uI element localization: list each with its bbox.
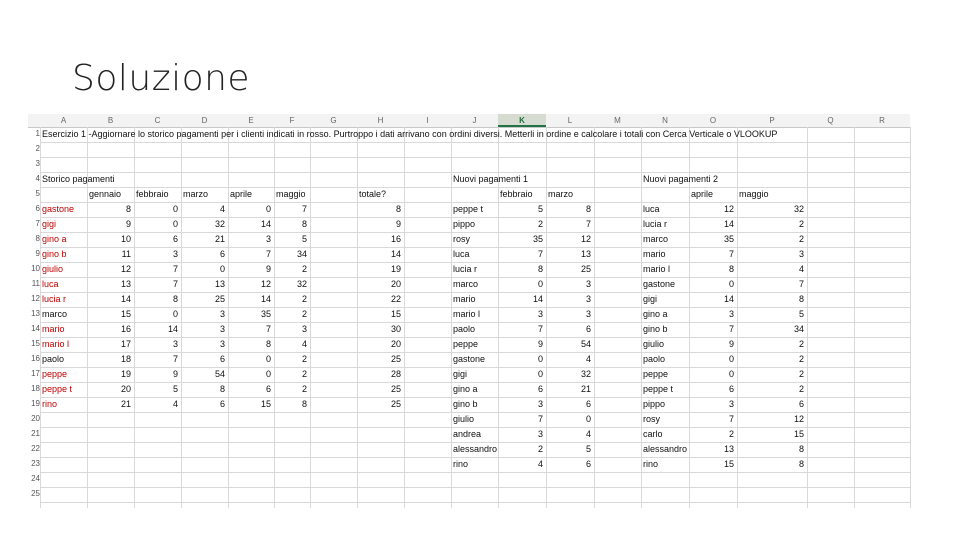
nuovi1-value[interactable]: 14 bbox=[532, 294, 543, 304]
storico-value[interactable]: 2 bbox=[301, 369, 307, 379]
column-header-k[interactable]: K bbox=[519, 116, 525, 125]
nuovi1-value[interactable]: 0 bbox=[537, 279, 543, 289]
slide-title: Soluzione bbox=[72, 58, 251, 99]
nuovi2-value[interactable]: 0 bbox=[728, 354, 734, 364]
storico-value[interactable]: 8 bbox=[125, 204, 131, 214]
storico-value[interactable]: 12 bbox=[120, 264, 131, 274]
storico-total[interactable]: 8 bbox=[395, 204, 401, 214]
nuovi1-value[interactable]: 4 bbox=[585, 354, 591, 364]
storico-value[interactable]: 14 bbox=[260, 294, 271, 304]
nuovi2-value[interactable]: 2 bbox=[798, 384, 804, 394]
storico-value[interactable]: 0 bbox=[172, 309, 178, 319]
nuovi1-value[interactable]: 0 bbox=[537, 354, 543, 364]
nuovi1-client-name[interactable]: luca bbox=[453, 249, 470, 259]
storico-value[interactable]: 2 bbox=[301, 354, 307, 364]
storico-total[interactable]: 25 bbox=[390, 384, 401, 394]
nuovi1-value[interactable]: 3 bbox=[537, 309, 543, 319]
storico-value[interactable]: 3 bbox=[172, 339, 178, 349]
row-header[interactable]: 18 bbox=[31, 384, 40, 393]
nuovi2-value[interactable]: 7 bbox=[728, 249, 734, 259]
column-header-c[interactable]: C bbox=[154, 116, 161, 125]
row-header[interactable]: 2 bbox=[35, 144, 40, 153]
nuovi2-client-name[interactable]: carlo bbox=[643, 429, 663, 439]
column-header-a[interactable]: A bbox=[60, 116, 67, 125]
nuovi1-client-name[interactable]: alessandro bbox=[453, 444, 498, 454]
storico-header[interactable]: gennaio bbox=[89, 189, 122, 199]
nuovi2-header[interactable]: aprile bbox=[691, 189, 714, 199]
row-header[interactable]: 1 bbox=[35, 129, 40, 138]
column-header-j[interactable]: J bbox=[472, 116, 477, 125]
column-gridline bbox=[594, 127, 595, 508]
storico-value[interactable]: 0 bbox=[265, 204, 271, 214]
nuovi1-value[interactable]: 5 bbox=[537, 204, 543, 214]
storico-total[interactable]: 15 bbox=[390, 309, 401, 319]
nuovi2-value[interactable]: 0 bbox=[728, 279, 734, 289]
row-gridline bbox=[40, 142, 910, 143]
nuovi2-value[interactable]: 2 bbox=[798, 219, 804, 229]
nuovi2-value[interactable]: 8 bbox=[798, 294, 804, 304]
nuovi2-client-name[interactable]: mario l bbox=[643, 264, 671, 274]
storico-total[interactable]: 22 bbox=[390, 294, 401, 304]
storico-value[interactable]: 9 bbox=[265, 264, 271, 274]
storico-value[interactable]: 3 bbox=[301, 324, 307, 334]
column-header-l[interactable]: L bbox=[567, 116, 573, 125]
nuovi2-value[interactable]: 5 bbox=[798, 309, 804, 319]
nuovi1-client-name[interactable]: pippo bbox=[453, 219, 476, 229]
nuovi2-client-name[interactable]: rino bbox=[643, 459, 659, 469]
nuovi2-value[interactable]: 32 bbox=[793, 204, 804, 214]
column-gridline bbox=[181, 127, 182, 508]
storico-value[interactable]: 5 bbox=[301, 234, 307, 244]
storico-value[interactable]: 19 bbox=[120, 369, 131, 379]
nuovi1-value[interactable]: 2 bbox=[537, 219, 543, 229]
storico-value[interactable]: 12 bbox=[260, 279, 271, 289]
nuovi1-value[interactable]: 3 bbox=[585, 309, 591, 319]
storico-total[interactable]: 30 bbox=[390, 324, 401, 334]
nuovi2-value[interactable]: 15 bbox=[723, 459, 734, 469]
nuovi2-value[interactable]: 34 bbox=[793, 324, 804, 334]
row-header[interactable]: 25 bbox=[31, 489, 40, 498]
nuovi1-client-name[interactable]: peppe bbox=[453, 339, 479, 349]
nuovi2-heading[interactable]: Nuovi pagamenti 2 bbox=[643, 174, 719, 184]
storico-value[interactable]: 2 bbox=[301, 294, 307, 304]
nuovi1-value[interactable]: 25 bbox=[580, 264, 591, 274]
storico-value[interactable]: 25 bbox=[214, 294, 225, 304]
storico-value[interactable]: 16 bbox=[120, 324, 131, 334]
storico-client-name[interactable]: mario l bbox=[42, 339, 70, 349]
column-gridline bbox=[546, 127, 547, 508]
storico-value[interactable]: 0 bbox=[219, 264, 225, 274]
nuovi2-value[interactable]: 7 bbox=[728, 414, 734, 424]
storico-total[interactable]: 14 bbox=[390, 249, 401, 259]
storico-value[interactable]: 54 bbox=[214, 369, 225, 379]
storico-value[interactable]: 9 bbox=[125, 219, 131, 229]
nuovi1-client-name[interactable]: rosy bbox=[453, 234, 471, 244]
row-header[interactable]: 6 bbox=[35, 204, 40, 213]
nuovi1-client-name[interactable]: peppe t bbox=[453, 204, 484, 214]
storico-value[interactable]: 32 bbox=[214, 219, 225, 229]
nuovi2-value[interactable]: 8 bbox=[728, 264, 734, 274]
nuovi2-value[interactable]: 12 bbox=[793, 414, 804, 424]
storico-value[interactable]: 34 bbox=[296, 249, 307, 259]
storico-value[interactable]: 2 bbox=[301, 264, 307, 274]
storico-value[interactable]: 20 bbox=[120, 384, 131, 394]
storico-value[interactable]: 0 bbox=[265, 369, 271, 379]
column-gridline bbox=[807, 127, 808, 508]
storico-value[interactable]: 3 bbox=[265, 234, 271, 244]
column-header-p[interactable]: P bbox=[769, 116, 775, 125]
storico-value[interactable]: 6 bbox=[219, 354, 225, 364]
nuovi2-value[interactable]: 14 bbox=[723, 219, 734, 229]
nuovi2-client-name[interactable]: lucia r bbox=[643, 219, 668, 229]
row-header[interactable]: 20 bbox=[31, 414, 40, 423]
nuovi2-value[interactable]: 13 bbox=[723, 444, 734, 454]
nuovi2-client-name[interactable]: peppe t bbox=[643, 384, 674, 394]
storico-value[interactable]: 3 bbox=[172, 249, 178, 259]
row-header[interactable]: 9 bbox=[35, 249, 40, 258]
row-header[interactable]: 3 bbox=[35, 159, 40, 168]
storico-header[interactable]: marzo bbox=[183, 189, 209, 199]
storico-total[interactable]: 28 bbox=[390, 369, 401, 379]
storico-client-name[interactable]: giulio bbox=[42, 264, 64, 274]
nuovi2-value[interactable]: 2 bbox=[728, 429, 734, 439]
nuovi1-value[interactable]: 12 bbox=[580, 234, 591, 244]
nuovi2-value[interactable]: 2 bbox=[798, 369, 804, 379]
nuovi1-client-name[interactable]: andrea bbox=[453, 429, 482, 439]
storico-client-name[interactable]: gastone bbox=[42, 204, 75, 214]
column-header-f[interactable]: F bbox=[289, 116, 295, 125]
column-gridline bbox=[310, 127, 311, 508]
nuovi1-value[interactable]: 35 bbox=[532, 234, 543, 244]
nuovi1-value[interactable]: 54 bbox=[580, 339, 591, 349]
nuovi1-value[interactable]: 6 bbox=[537, 384, 543, 394]
nuovi2-client-name[interactable]: pippo bbox=[643, 399, 666, 409]
storico-value[interactable]: 7 bbox=[172, 279, 178, 289]
storico-value[interactable]: 4 bbox=[301, 339, 307, 349]
row-header[interactable]: 19 bbox=[31, 399, 40, 408]
column-header-q[interactable]: Q bbox=[827, 116, 834, 125]
storico-value[interactable]: 5 bbox=[172, 384, 178, 394]
nuovi2-value[interactable]: 3 bbox=[728, 309, 734, 319]
storico-value[interactable]: 13 bbox=[214, 279, 225, 289]
storico-value[interactable]: 21 bbox=[214, 234, 225, 244]
storico-client-name[interactable]: luca bbox=[42, 279, 59, 289]
nuovi2-value[interactable]: 7 bbox=[728, 324, 734, 334]
nuovi1-value[interactable]: 7 bbox=[537, 324, 543, 334]
storico-header[interactable]: maggio bbox=[276, 189, 306, 199]
nuovi2-client-name[interactable]: marco bbox=[643, 234, 669, 244]
nuovi1-value[interactable]: 0 bbox=[537, 369, 543, 379]
nuovi1-client-name[interactable]: gigi bbox=[453, 369, 468, 379]
nuovi2-client-name[interactable]: gino a bbox=[643, 309, 668, 319]
column-header-o[interactable]: O bbox=[709, 116, 717, 125]
storico-value[interactable]: 6 bbox=[219, 249, 225, 259]
storico-value[interactable]: 9 bbox=[172, 369, 178, 379]
storico-total[interactable]: 20 bbox=[390, 339, 401, 349]
storico-value[interactable]: 8 bbox=[301, 219, 307, 229]
nuovi2-value[interactable]: 6 bbox=[728, 384, 734, 394]
storico-value[interactable]: 7 bbox=[172, 354, 178, 364]
storico-value[interactable]: 4 bbox=[219, 204, 225, 214]
column-gridline bbox=[854, 127, 855, 508]
storico-client-name[interactable]: paolo bbox=[42, 354, 65, 364]
storico-client-name[interactable]: lucia r bbox=[42, 294, 67, 304]
nuovi2-client-name[interactable]: gino b bbox=[643, 324, 668, 334]
nuovi2-value[interactable]: 7 bbox=[798, 279, 804, 289]
nuovi2-value[interactable]: 9 bbox=[728, 339, 734, 349]
row-header[interactable]: 24 bbox=[31, 474, 40, 483]
storico-value[interactable]: 0 bbox=[172, 204, 178, 214]
storico-total[interactable]: 25 bbox=[390, 354, 401, 364]
nuovi2-value[interactable]: 3 bbox=[728, 399, 734, 409]
nuovi2-client-name[interactable]: gastone bbox=[643, 279, 676, 289]
row-header[interactable]: 4 bbox=[35, 174, 40, 183]
row-header[interactable]: 8 bbox=[35, 234, 40, 243]
storico-total[interactable]: 9 bbox=[395, 219, 401, 229]
column-header-e[interactable]: E bbox=[248, 116, 254, 125]
column-header-b[interactable]: B bbox=[107, 116, 114, 125]
storico-client-name[interactable]: peppe bbox=[42, 369, 68, 379]
nuovi1-value[interactable]: 7 bbox=[537, 249, 543, 259]
spreadsheet-grid[interactable] bbox=[28, 114, 910, 508]
storico-value[interactable]: 3 bbox=[219, 309, 225, 319]
storico-value[interactable]: 21 bbox=[120, 399, 131, 409]
nuovi1-client-name[interactable]: paolo bbox=[453, 324, 476, 334]
nuovi2-value[interactable]: 6 bbox=[798, 399, 804, 409]
nuovi1-client-name[interactable]: lucia r bbox=[453, 264, 478, 274]
row-header[interactable]: 14 bbox=[31, 324, 40, 333]
row-header[interactable]: 15 bbox=[31, 339, 40, 348]
nuovi1-value[interactable]: 4 bbox=[585, 429, 591, 439]
nuovi2-client-name[interactable]: peppe bbox=[643, 369, 669, 379]
nuovi1-client-name[interactable]: mario l bbox=[453, 309, 481, 319]
storico-value[interactable]: 0 bbox=[172, 219, 178, 229]
nuovi1-value[interactable]: 3 bbox=[585, 294, 591, 304]
nuovi2-value[interactable]: 2 bbox=[798, 354, 804, 364]
storico-value[interactable]: 18 bbox=[120, 354, 131, 364]
storico-value[interactable]: 7 bbox=[172, 264, 178, 274]
row-header[interactable]: 5 bbox=[35, 189, 40, 198]
row-header[interactable]: 11 bbox=[31, 279, 40, 288]
storico-client-name[interactable]: marco bbox=[42, 309, 68, 319]
nuovi1-value[interactable]: 6 bbox=[585, 324, 591, 334]
column-header-h[interactable]: H bbox=[377, 116, 384, 125]
storico-client-name[interactable]: rino bbox=[42, 399, 58, 409]
storico-value[interactable]: 8 bbox=[172, 294, 178, 304]
storico-value[interactable]: 14 bbox=[167, 324, 178, 334]
nuovi2-client-name[interactable]: mario bbox=[643, 249, 666, 259]
nuovi2-value[interactable]: 12 bbox=[723, 204, 734, 214]
nuovi1-value[interactable]: 8 bbox=[585, 204, 591, 214]
column-header-d[interactable]: D bbox=[201, 116, 208, 125]
storico-client-name[interactable]: mario bbox=[42, 324, 65, 334]
nuovi2-value[interactable]: 8 bbox=[798, 444, 804, 454]
storico-value[interactable]: 8 bbox=[301, 399, 307, 409]
storico-client-name[interactable]: gino a bbox=[42, 234, 67, 244]
nuovi1-value[interactable]: 13 bbox=[580, 249, 591, 259]
nuovi1-client-name[interactable]: rino bbox=[453, 459, 469, 469]
nuovi1-value[interactable]: 5 bbox=[585, 444, 591, 454]
column-gridline bbox=[641, 127, 642, 508]
nuovi2-client-name[interactable]: gigi bbox=[643, 294, 658, 304]
row-header[interactable]: 10 bbox=[31, 264, 40, 273]
row-header[interactable]: 16 bbox=[31, 354, 40, 363]
storico-client-name[interactable]: gino b bbox=[42, 249, 67, 259]
storico-total[interactable]: 19 bbox=[390, 264, 401, 274]
row-header[interactable]: 21 bbox=[31, 429, 40, 438]
storico-value[interactable]: 13 bbox=[120, 279, 131, 289]
nuovi2-value[interactable]: 0 bbox=[728, 369, 734, 379]
column-gridline bbox=[910, 127, 911, 508]
nuovi2-value[interactable]: 2 bbox=[798, 339, 804, 349]
storico-value[interactable]: 6 bbox=[265, 384, 271, 394]
column-gridline bbox=[404, 127, 405, 508]
nuovi1-value[interactable]: 7 bbox=[537, 414, 543, 424]
storico-value[interactable]: 14 bbox=[120, 294, 131, 304]
column-header-r[interactable]: R bbox=[879, 116, 885, 125]
nuovi2-client-name[interactable]: paolo bbox=[643, 354, 666, 364]
nuovi2-value[interactable]: 15 bbox=[793, 429, 804, 439]
nuovi2-value[interactable]: 14 bbox=[723, 294, 734, 304]
storico-value[interactable]: 15 bbox=[120, 309, 131, 319]
nuovi1-value[interactable]: 3 bbox=[537, 429, 543, 439]
nuovi1-header[interactable]: febbraio bbox=[500, 189, 533, 199]
nuovi2-client-name[interactable]: luca bbox=[643, 204, 660, 214]
storico-total[interactable]: 25 bbox=[390, 399, 401, 409]
nuovi1-client-name[interactable]: giulio bbox=[453, 414, 475, 424]
storico-value[interactable]: 15 bbox=[260, 399, 271, 409]
nuovi1-header[interactable]: marzo bbox=[548, 189, 574, 199]
nuovi1-value[interactable]: 9 bbox=[537, 339, 543, 349]
storico-value[interactable]: 8 bbox=[219, 384, 225, 394]
storico-value[interactable]: 7 bbox=[301, 204, 307, 214]
storico-value[interactable]: 2 bbox=[301, 309, 307, 319]
storico-total[interactable]: 20 bbox=[390, 279, 401, 289]
storico-header[interactable]: aprile bbox=[230, 189, 253, 199]
nuovi1-client-name[interactable]: gino a bbox=[453, 384, 478, 394]
row-header[interactable]: 12 bbox=[31, 294, 40, 303]
storico-value[interactable]: 35 bbox=[260, 309, 271, 319]
nuovi1-value[interactable]: 4 bbox=[537, 459, 543, 469]
storico-value[interactable]: 6 bbox=[219, 399, 225, 409]
row-header[interactable]: 22 bbox=[31, 444, 40, 453]
storico-value[interactable]: 6 bbox=[172, 234, 178, 244]
storico-value[interactable]: 17 bbox=[120, 339, 131, 349]
nuovi2-value[interactable]: 4 bbox=[798, 264, 804, 274]
column-gridline bbox=[274, 127, 275, 508]
storico-value[interactable]: 8 bbox=[265, 339, 271, 349]
nuovi1-value[interactable]: 21 bbox=[580, 384, 591, 394]
nuovi1-value[interactable]: 7 bbox=[585, 219, 591, 229]
nuovi1-value[interactable]: 2 bbox=[537, 444, 543, 454]
nuovi1-value[interactable]: 0 bbox=[585, 414, 591, 424]
exercise-instructions[interactable]: Esercizio 1 -Aggiornare lo storico pagamenti per i clienti indicati in rosso. Purtroppo i dati arrivano con ordini diversi. Metterli in ordine e calcolare i totali con Cerca Verticale o VLOOKUP bbox=[42, 129, 778, 139]
nuovi2-value[interactable]: 8 bbox=[798, 459, 804, 469]
nuovi2-client-name[interactable]: giulio bbox=[643, 339, 665, 349]
storico-total[interactable]: 16 bbox=[390, 234, 401, 244]
storico-value[interactable]: 4 bbox=[172, 399, 178, 409]
nuovi1-value[interactable]: 6 bbox=[585, 459, 591, 469]
nuovi1-value[interactable]: 3 bbox=[585, 279, 591, 289]
column-header-m[interactable]: M bbox=[614, 116, 621, 125]
row-header[interactable]: 23 bbox=[31, 459, 40, 468]
storico-value[interactable]: 7 bbox=[265, 249, 271, 259]
storico-value[interactable]: 11 bbox=[121, 249, 131, 259]
nuovi2-value[interactable]: 3 bbox=[798, 249, 804, 259]
column-gridline bbox=[737, 127, 738, 508]
column-header-n[interactable]: N bbox=[662, 116, 668, 125]
row-header[interactable]: 7 bbox=[35, 219, 40, 228]
column-gridline bbox=[134, 127, 135, 508]
column-gridline bbox=[451, 127, 452, 508]
storico-value[interactable]: 3 bbox=[219, 339, 225, 349]
row-gridline bbox=[40, 502, 910, 503]
storico-total-header[interactable]: totale? bbox=[359, 189, 387, 199]
nuovi2-value[interactable]: 35 bbox=[723, 234, 734, 244]
row-gridline bbox=[40, 487, 910, 488]
nuovi1-heading[interactable]: Nuovi pagamenti 1 bbox=[453, 174, 529, 184]
storico-value[interactable]: 32 bbox=[296, 279, 307, 289]
nuovi2-value[interactable]: 2 bbox=[798, 234, 804, 244]
storico-value[interactable]: 10 bbox=[120, 234, 131, 244]
storico-client-name[interactable]: peppe t bbox=[42, 384, 73, 394]
nuovi1-client-name[interactable]: gastone bbox=[453, 354, 486, 364]
nuovi1-client-name[interactable]: marco bbox=[453, 279, 479, 289]
nuovi2-client-name[interactable]: alessandro bbox=[643, 444, 688, 454]
storico-client-name[interactable]: gigi bbox=[42, 219, 57, 229]
nuovi1-client-name[interactable]: mario bbox=[453, 294, 476, 304]
row-gridline bbox=[40, 472, 910, 473]
nuovi1-value[interactable]: 6 bbox=[585, 399, 591, 409]
storico-value[interactable]: 2 bbox=[301, 384, 307, 394]
column-header-i[interactable]: I bbox=[426, 116, 429, 125]
storico-value[interactable]: 7 bbox=[265, 324, 271, 334]
row-header[interactable]: 17 bbox=[31, 369, 40, 378]
nuovi2-client-name[interactable]: rosy bbox=[643, 414, 661, 424]
nuovi1-value[interactable]: 8 bbox=[537, 264, 543, 274]
column-header-g[interactable]: G bbox=[330, 116, 337, 125]
column-gridline bbox=[40, 127, 41, 508]
nuovi1-client-name[interactable]: gino b bbox=[453, 399, 478, 409]
column-gridline bbox=[357, 127, 358, 508]
nuovi2-header[interactable]: maggio bbox=[739, 189, 769, 199]
row-header[interactable]: 13 bbox=[31, 309, 40, 318]
nuovi1-value[interactable]: 3 bbox=[537, 399, 543, 409]
storico-value[interactable]: 14 bbox=[260, 219, 271, 229]
row-gridline bbox=[40, 157, 910, 158]
storico-header[interactable]: febbraio bbox=[136, 189, 169, 199]
storico-value[interactable]: 0 bbox=[265, 354, 271, 364]
storico-heading[interactable]: Storico pagamenti bbox=[42, 174, 115, 184]
column-gridline bbox=[228, 127, 229, 508]
storico-value[interactable]: 3 bbox=[219, 324, 225, 334]
nuovi1-value[interactable]: 32 bbox=[580, 369, 591, 379]
